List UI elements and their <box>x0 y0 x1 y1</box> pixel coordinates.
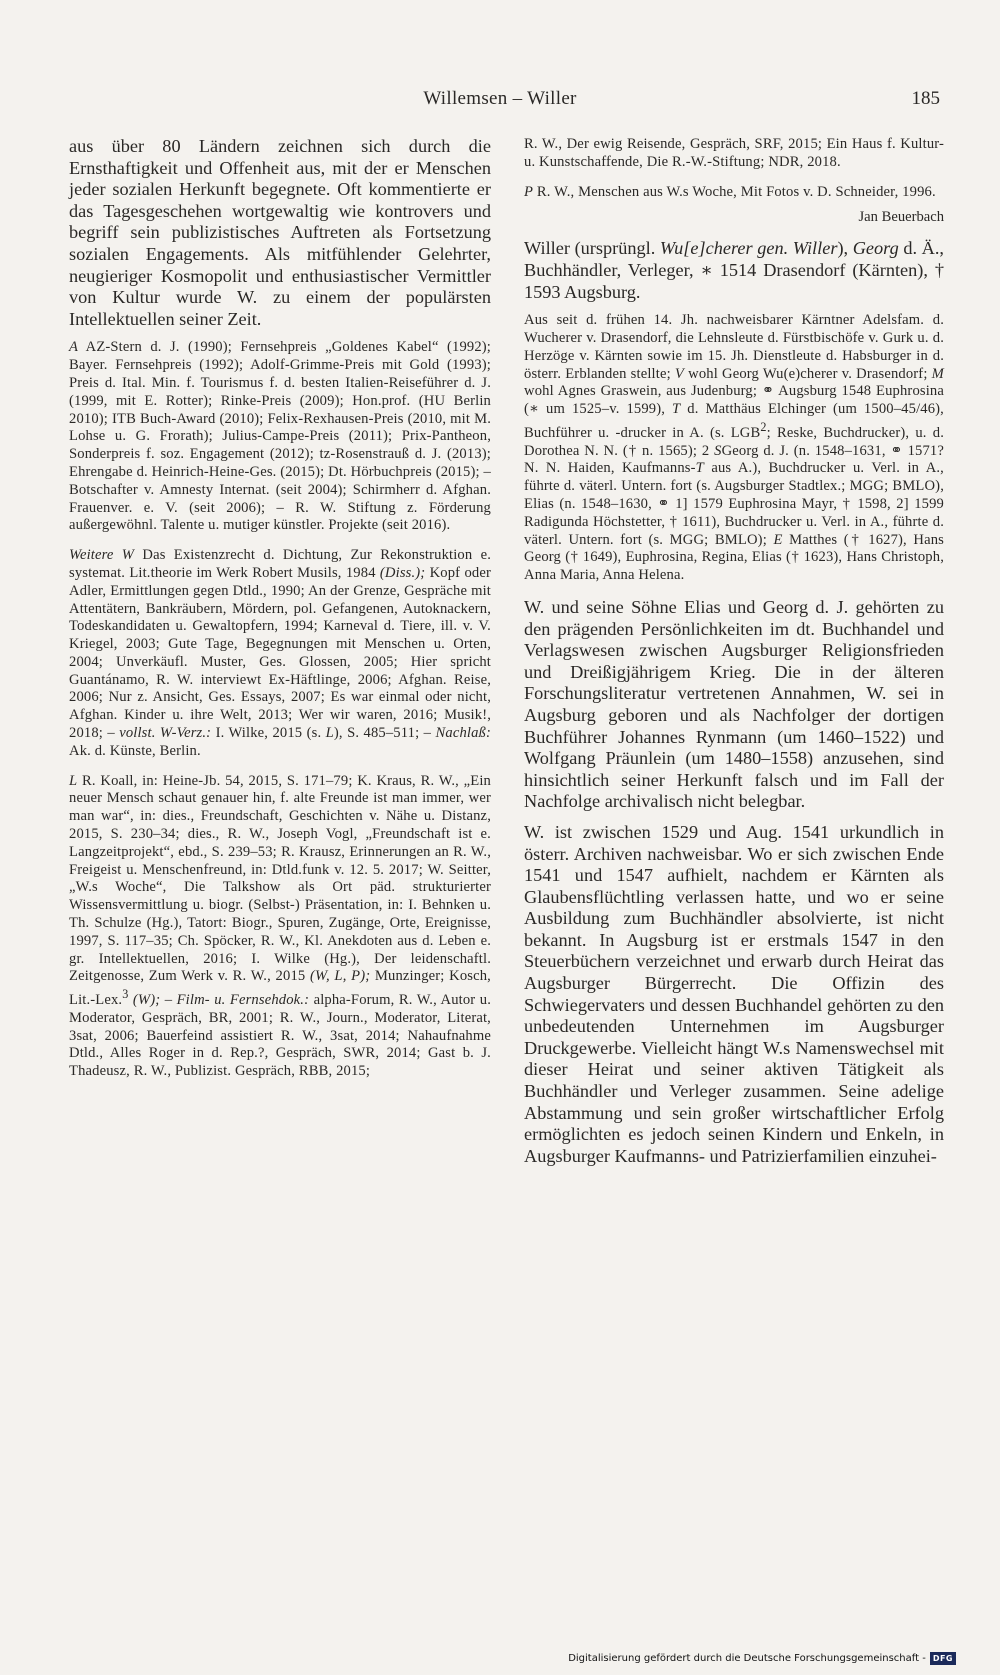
works-verz-label: vollst. W-Verz.: <box>119 725 212 742</box>
awards-text: AZ-Stern d. J. (1990); Fernsehpreis „Goldenes Kabel“ (1992); Bayer. Fernsehpreis (1992); Adolf-Grimme-Preis mit Gold (1993); Preis d. Ital. Min. f. Tourismus f. d. besten Italien-Reiseführer d. J. (1999, mit E. Rotter); Rinke-Preis (2009); Hon.prof. (HU Berlin 2010); ITB Buch-Award (2010); Felix-Rexhausen-Preis (2010, mit M. Lohse u. G. Frorath); Julius-Campe-Preis (2011); Prix-Pantheon, Sonderpreis f. soz. Engagement (2012); tz-Rosenstrauß d. J. (2013); Ehrengabe d. Heinrich-Heine-Ges. (2015); Dt. Hörbuchpreis (2015); – Botschafter v. Amnesty Internat. (seit 2004); Schirmherr d. Afghan. Frauenver. e. V. (seit 2006); – R. W. Stiftung z. Förderung außergewöhnl. Talente u. mutiger künstler. Projekte (seit 2016). <box>69 339 491 534</box>
headword-original-name: Wu[e]cherer gen. Willer <box>659 238 838 259</box>
genealogy-text: Matthes († 1627), Hans Georg († 1649), Euphrosina, Regina, Elias († 1623), Hans Christoph, Anna Maria, Anna Helena. <box>524 531 944 584</box>
funding-note <box>568 1652 956 1665</box>
literature-section <box>69 773 491 1081</box>
works-section <box>69 547 491 761</box>
genealogy-text: d. Matthäus Elchinger (um 1500–45/46), Buchführer u. -drucker in A. (s. LGB <box>524 401 944 441</box>
awards-label: A <box>69 339 79 356</box>
genealogy-abbr: T <box>672 401 681 418</box>
headword-name: Willer <box>524 238 570 259</box>
running-header <box>0 88 1000 118</box>
genealogy-abbr: S <box>714 442 722 459</box>
works-text: Ak. d. Künste, Berlin. <box>69 742 201 759</box>
awards-section <box>69 339 491 535</box>
biography-paragraph: W. ist zwischen 1529 und Aug. 1541 urkundlich in österr. Archiven nachweisbar. Wo er sich zwischen Ende 1541 und 1547 aufhielt, nachdem er Kärnten als Glaubensflüchtling verlassen hatte, und wo er seine Ausbildung zum Buchhändler absolvierte, ist nicht bekannt. In Augsburg ist er erstmals 1547 in den Steuerbüchern verzeichnet und erwarb durch Heirat das Augsburger Bürgerrecht. Die Offizin des Schwiegervaters und dessen Buchhandel gehörten zu den unbedeutenden Unternehmen im Augsburger Druckgewerbe. Vielleicht hängt W.s Namenswechsel mit dieser Heirat und seiner aktiven Tätigkeit als Buchhändler und Verleger zusammen. Seine adelige Abstammung und sein großer wirtschaftlicher Erfolg ermöglichten es jedoch seinen Kindern und Enkeln, in Augsburger Kaufmanns- und Patrizierfamilien einzuhei- <box>524 821 944 1166</box>
works-text: I. Wilke, 2015 (s. <box>215 725 322 742</box>
genealogy-text: wohl Georg Wu(e)cherer v. Drasendorf; <box>688 365 928 382</box>
works-text: ), S. 485–511; – <box>333 725 432 742</box>
genealogy-abbr: E <box>773 531 783 548</box>
headword-text: d. Ä., Buchhändler, Verleger, ∗ 1514 Drasendorf (Kärnten), † 1593 Augsburg. <box>524 238 944 302</box>
page-number: 185 <box>911 88 940 109</box>
biography-paragraph: W. und seine Söhne Elias und Georg d. J. gehörten zu den prägenden Persönlichkeiten im dt. Buchhandel und Verlagswesen zwischen Augsburger Religionsfrieden und Dreißigjährigem Krieg. Die in der älteren Forschungsliteratur vertretenen Annahmen, W. sei in Augsburg geboren und als Nachfolger der dortigen Buchführer Johannes Rynmann (um 1460–1522) und Wolfgang Präunlein (um 1480–1558) anzusehen, sind hinsichtlich seiner Herkunft falsch und im Fall der Nachfolge archivalisch nicht belegbar. <box>524 596 944 812</box>
literature-text: Munzinger; Kosch, Lit.-Lex. <box>69 968 491 1009</box>
works-text: Kopf oder Adler, Ermittlungen gegen Dtld., 1990; An der Grenze, Gespräche mit Attentätern, Bankräubern, Mördern, pol. Gefangenen, Autoknackern, Todeskandidaten u. Gewaltopfern, 1994; Karneval d. Tiere, ill. v. V. Kriegel, 2003; Gute Tage, Begegnungen mit Menschen u. Orten, 2004; Unverkäufl. Muster, Ges. Glossen, 2005; Hier spricht Guantánamo, R. W. interviewt Ex-Häftlinge, 2006; Afghan. Reise, 2006; Nur z. Ansicht, Ges. Essays, 2007; Es war einmal oder nicht, Afghan. Kinder u. ihre Welt, 2013; Wer wir waren, 2016; Musik!, 2018; – <box>69 564 491 742</box>
dfg-logo: DFG <box>930 1652 956 1665</box>
works-diss: (Diss.); <box>379 564 426 581</box>
genealogy-text: ; Reske, Buchdrucker), u. d. Dorothea N. N. († n. 1565); 2 <box>524 424 944 459</box>
literature-text: alpha-Forum, R. W., Autor u. Moderator, Gespräch, BR, 2001; R. W., Journ., Moderator, Literat, 3sat, 2006; Bauerfeind assistiert R. W., 3sat, 2014; Nahaufnahme Dtld., Alles Roger in d. Rep.?, Gespräch, SWR, 2014; Gast b. J. Thadeusz, R. W., Publizist. Gespräch, RBB, 2015; <box>69 992 491 1080</box>
portrait-text: R. W., Menschen aus W.s Woche, Mit Fotos v. D. Schneider, 1996. <box>536 183 936 200</box>
right-column <box>524 136 944 1176</box>
genealogy-section <box>524 312 944 585</box>
author-signature: Jan Beuerbach <box>858 209 944 226</box>
left-column <box>69 136 491 1093</box>
portrait-label: P <box>524 183 534 200</box>
running-title: Willemsen – Willer <box>423 88 577 109</box>
works-label: Weitere W <box>69 547 135 564</box>
entry-headword <box>524 238 944 303</box>
literature-ref: (W); – <box>132 992 173 1009</box>
genealogy-text: Georg d. J. (n. 1548–1631, ⚭ 1571? N. N. Haiden, Kaufmanns- <box>524 442 944 477</box>
genealogy-abbr: T <box>695 460 704 477</box>
film-label: Film- u. Fernsehdok.: <box>176 992 310 1009</box>
biography-text: aus über 80 Ländern zeichnen sich durch die Ernsthaftigkeit und Offenheit aus, mit der er Menschen jeder sozialen Herkunft begegnete. Oft kommentierte er das Tagesgeschehen wortgewaltig wie kontrovers und begriff sein publizistisches Auftreten als Fortsetzung sozialen Engagements. Als mitfühlender Gelehrter, neugieriger Kosmopolit und enthusiastischer Vermittler von Kultur wurde W. zu einem der populärsten Intellektuellen seiner Zeit. <box>69 136 491 329</box>
genealogy-abbr: M <box>931 365 944 382</box>
headword-given-name: Georg <box>852 238 899 259</box>
literature-ref: (W, L, P); <box>310 968 371 985</box>
headword-text: ), <box>837 238 849 259</box>
literature-label: L <box>69 772 78 789</box>
works-text: Das Existenzrecht d. Dichtung, Zur Rekonstruktion e. systemat. Lit.theorie im Werk Robert Musils, 1984 <box>69 547 491 581</box>
superscript: 3 <box>122 987 129 1002</box>
genealogy-text: Aus seit d. frühen 14. Jh. nachweisbarer Kärntner Adelsfam. d. Wucherer v. Drasendorf, die Lehnsleute d. Fürstbischöfe v. Gurk u. d. Herzöge v. Kärnten sowie im 15. Jh. Dienstleute d. Habsburger in d. österr. Erblanden stellte; <box>524 312 944 382</box>
portrait-section <box>524 184 944 202</box>
genealogy-text: wohl Agnes Graswein, aus Judenburg; ⚭ Augsburg 1548 Euphrosina (∗ um 1525–v. 1599), <box>524 383 944 418</box>
works-nachlass-label: Nachlaß: <box>435 725 491 742</box>
genealogy-abbr: V <box>674 365 684 382</box>
literature-text: R. Koall, in: Heine-Jb. 54, 2015, S. 171–79; K. Kraus, R. W., „Ein neuer Mensch schaut genauer hin, f. alte Freunde ist man immer, wer man war“, in: dies., Freundschaft, Geschichten v. Nähe u. Distanz, 2015, S. 230–34; dies., R. W., Joseph Vogl, „Freundschaft ist e. Langzeitprojekt“, ebd., S. 239–53; R. Krausz, Erinnerungen an R. W., Freigeist u. Menschenfreund, in: Dtld.funk v. 12. 5. 2017; W. Seitter, „W.s Woche“, Die Talkshow als Ort päd. strukturierter Wissensvermittlung u. biogr. (Selbst-) Präsentation, in: I. Behnken u. Th. Schulze (Hg.), Tatort: Biogr., Spuren, Zugänge, Orte, Ereignisse, 1997, S. 117–35; Ch. Spöcker, R. W., Kl. Anekdoten aus d. Leben e. gr. Intellektuellen, 2016; I. Wilke (Hg.), Der leidenschaftl. Zeitgenosse, Zum Werk v. R. W., 2015 <box>69 772 491 985</box>
superscript: 2 <box>760 419 767 434</box>
funding-text: Digitalisierung gefördert durch die Deutsche Forschungsgemeinschaft - <box>568 1653 926 1664</box>
headword-text: (ursprüngl. <box>574 238 656 259</box>
genealogy-text: aus A.), Buchdrucker u. Verl. in A., führte d. väterl. Untern. fort (s. Augsburger Stadtlex.; MGG; BMLO), Elias (n. 1548–1630, ⚭ 1] 1579 Euphrosina Mayr, † 1598, 2] 1599 Radigunda Höchstetter, † 1611), Buchdrucker u. Verl. in A., führte d. väterl. Untern. fort (s. MGG; BMLO); <box>524 460 944 548</box>
literature-continued: R. W., Der ewig Reisende, Gespräch, SRF, 2015; Ein Haus f. Kultur- u. Kunstschaffende, Die R.-W.-Stiftung; NDR, 2018. <box>524 136 944 170</box>
works-ref: L <box>325 725 334 742</box>
